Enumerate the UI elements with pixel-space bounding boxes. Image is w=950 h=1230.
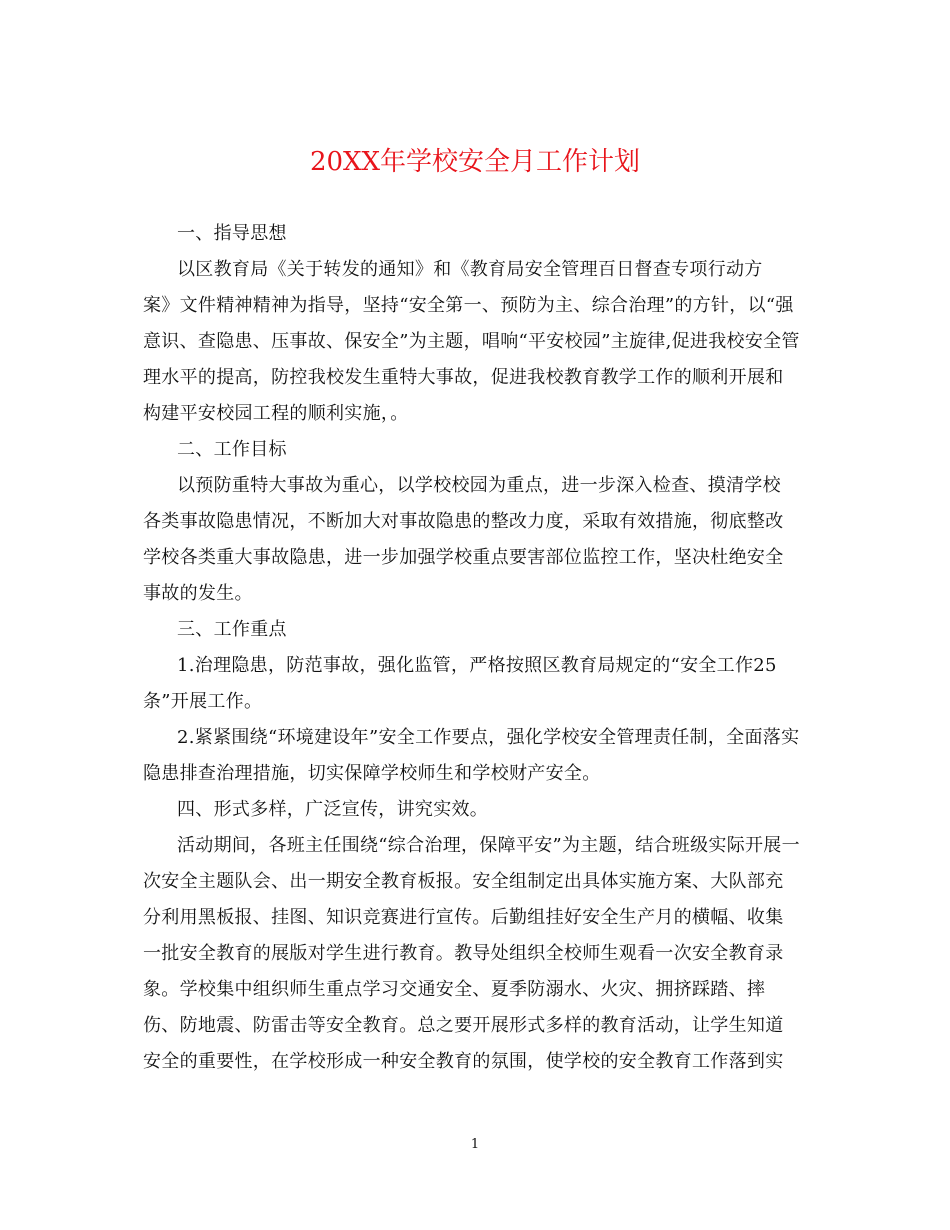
section-heading-2: 二、工作目标 — [177, 439, 287, 460]
paragraph-line: 2.紧紧围绕“环境建设年”安全工作要点，强化学校安全管理责任制，全面落实 — [177, 727, 800, 748]
paragraph-line: 伤、防地震、防雷击等安全教育。总之要开展形式多样的教育活动，让学生知道 — [143, 1015, 784, 1036]
paragraph-line: 一批安全教育的展版对学生进行教育。教导处组织全校师生观看一次安全教育录 — [143, 943, 784, 964]
paragraph-line: 以预防重特大事故为重心，以学校校园为重点，进一步深入检查、摸清学校 — [177, 475, 781, 496]
section-heading-3: 三、工作重点 — [177, 619, 287, 640]
paragraph-line: 意识、查隐患、压事故、保安全”为主题，唱响“平安校园”主旋律,促进我校安全管 — [143, 331, 800, 352]
paragraph-line: 以区教育局《关于转发的通知》和《教育局安全管理百日督查专项行动方 — [177, 259, 763, 280]
page-number: 1 — [470, 1137, 480, 1152]
document-title: 20XX年学校安全月工作计划 — [309, 147, 641, 177]
paragraph-line: 理水平的提高，防控我校发生重特大事故，促进我校教育教学工作的顺利开展和 — [143, 367, 784, 388]
paragraph-line: 次安全主题队会、出一期安全教育板报。安全组制定出具体实施方案、大队部充 — [143, 871, 784, 892]
paragraph-line: 象。学校集中组织师生重点学习交通安全、夏季防溺水、火灾、拥挤踩踏、摔 — [143, 979, 766, 1000]
paragraph-line: 学校各类重大事故隐患，进一步加强学校重点要害部位监控工作，坚决杜绝安全 — [143, 547, 784, 568]
paragraph-line: 隐患排查治理措施，切实保障学校师生和学校财产安全。 — [143, 763, 601, 784]
paragraph-line: 1.治理隐患，防范事故，强化监管，严格按照区教育局规定的“安全工作25 — [177, 655, 777, 676]
paragraph-line: 各类事故隐患情况，不断加大对事故隐患的整改力度，采取有效措施，彻底整改 — [143, 511, 784, 532]
section-heading-1: 一、指导思想 — [177, 223, 287, 244]
paragraph-line: 事故的发生。 — [143, 583, 253, 604]
paragraph-line: 活动期间，各班主任围绕“综合治理，保障平安”为主题，结合班级实际开展一 — [177, 835, 800, 856]
paragraph-line: 分利用黑板报、挂图、知识竞赛进行宣传。后勤组挂好安全生产月的横幅、收集 — [143, 907, 784, 928]
paragraph-line: 构建平安校园工程的顺利实施，。 — [143, 403, 409, 424]
paragraph-line: 案》文件精神精神为指导，坚持“安全第一、预防为主、综合治理”的方针，以“强 — [143, 295, 794, 316]
section-heading-4: 四、形式多样，广泛宣传，讲究实效。 — [177, 799, 489, 820]
paragraph-line: 条”开展工作。 — [143, 691, 263, 712]
paragraph-line: 安全的重要性，在学校形成一种安全教育的氛围，使学校的安全教育工作落到实 — [143, 1051, 784, 1072]
